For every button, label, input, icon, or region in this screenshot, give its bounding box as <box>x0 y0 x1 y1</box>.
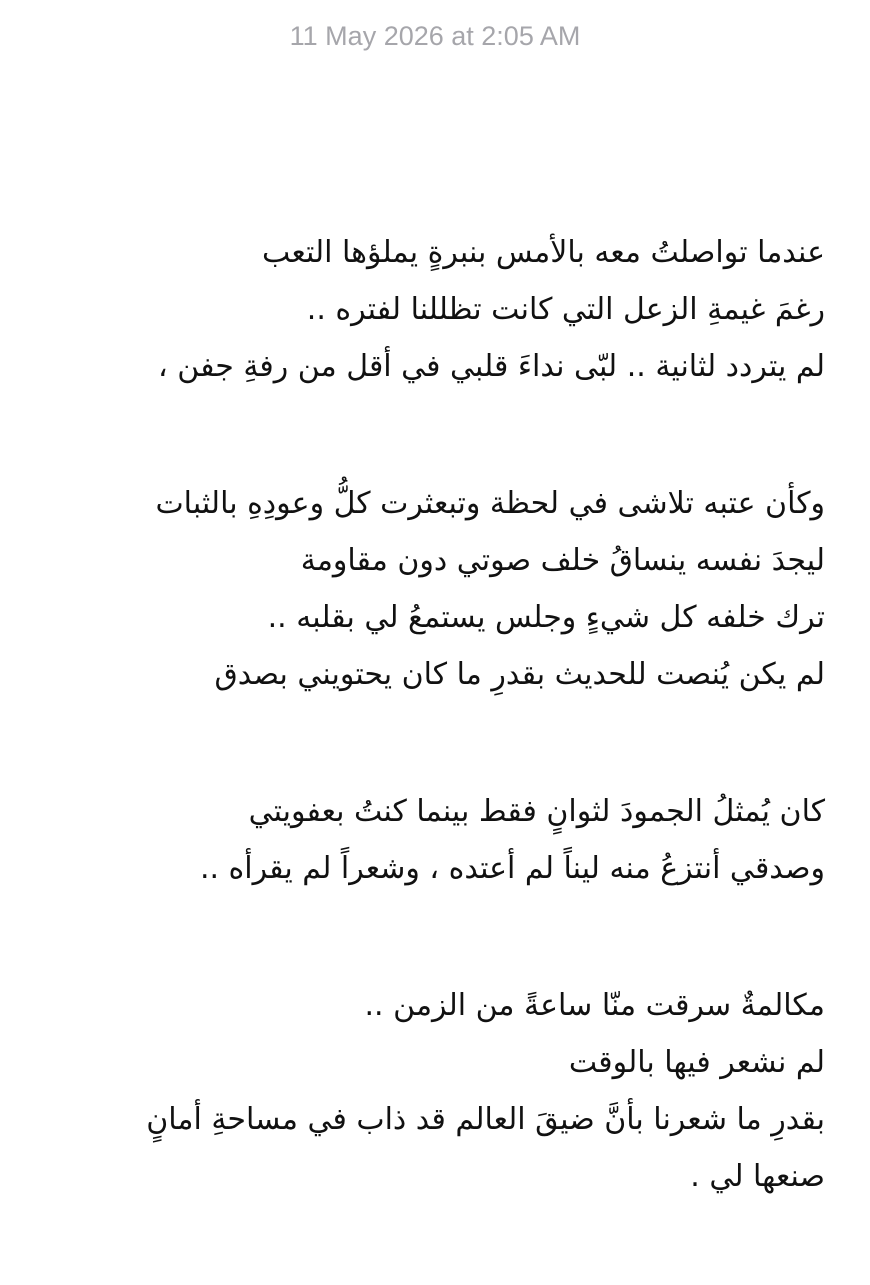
note-line: لم نشعر فيها بالوقت <box>568 1045 825 1080</box>
stanza-2 <box>40 475 825 703</box>
note-line: وصدقي أنتزعُ منه ليناً لم أعتده ، وشعراً لم يقرأه .. <box>199 851 825 886</box>
note-timestamp: 11 May 2026 at 2:05 AM <box>289 21 581 51</box>
note-line: ليجدَ نفسه ينساقُ خلف صوتي دون مقاومة <box>300 543 825 578</box>
note-line: مكالمةٌ سرقت منّا ساعةً من الزمن .. <box>364 988 825 1023</box>
note-line: صنعها لي . <box>690 1159 825 1194</box>
note-line: عندما تواصلتُ معه بالأمس بنبرةٍ يملؤها التعب <box>262 235 825 270</box>
note-line: وكأن عتبه تلاشى في لحظة وتبعثرت كلُّ وعودِهِ بالثبات <box>155 486 825 521</box>
note-line: ترك خلفه كل شيءٍ وجلس يستمعُ لي بقلبه .. <box>267 600 825 635</box>
note-line: بقدرِ ما شعرنا بأنَّ ضيقَ العالم قد ذاب في مساحةِ أمانٍ <box>146 1102 825 1137</box>
stanza-4 <box>40 977 825 1205</box>
stanza-3 <box>40 783 825 897</box>
stanza-1 <box>40 224 825 395</box>
note-line: كان يُمثلُ الجمودَ لثوانٍ فقط بينما كنتُ بعفويتي <box>248 794 825 829</box>
note-line: رغمَ غيمةِ الزعل التي كانت تظللنا لفتره .. <box>306 292 825 327</box>
note-line: لم يتردد لثانية .. لبّى نداءَ قلبي في أقل من رفةِ جفن ، <box>158 349 825 384</box>
note-line: لم يكن يُنصت للحديث بقدرِ ما كان يحتويني بصدق <box>214 657 825 692</box>
note-body[interactable] <box>40 224 825 1285</box>
